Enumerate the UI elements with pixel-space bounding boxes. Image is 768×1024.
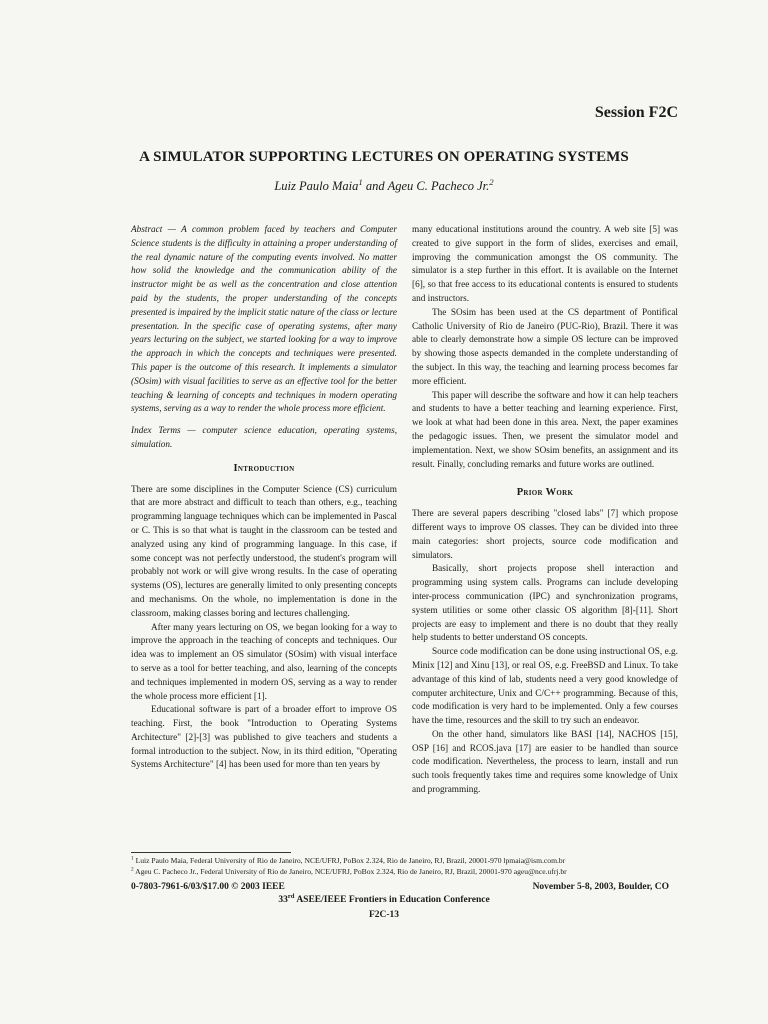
paragraph: many educational institutions around the country. A web site [5] was created to give support in the form of slides, exercises and email, improving the communication amongst the OS community. The simulator is a step further in this effort. It is available on the Internet [6], so that free access to its educational contents is ensured to students and instructors. — [412, 225, 678, 304]
footnote — [131, 856, 691, 867]
footnote-text: Ageu C. Pacheco Jr., Federal University of Rio de Janeiro, NCE/UFRJ, PoBox 2.324, Rio de Janeiro, RJ, Brazil, 20001-970 ageu@nce.ufrj.br — [135, 866, 567, 876]
footnote — [131, 867, 691, 878]
footer-line — [131, 882, 669, 892]
conference-number: 33 — [278, 895, 288, 905]
isbn-copyright: 0-7803-7961-6/03/$17.00 © 2003 IEEE — [131, 882, 285, 892]
author-footnote-mark: 2 — [489, 176, 494, 187]
author-footnote-mark: 1 — [358, 176, 363, 187]
right-column — [412, 224, 678, 798]
paragraph: After many years lecturing on OS, we began looking for a way to improve the approach in the teaching of concepts and techniques. Our idea was to implement an OS simulator (SOsim) with visual interface to serve as a tool for better teaching, and also, learning of the concepts and techniques implemented in modern OS, serving as a way to render the whole process more efficient [1]. — [131, 622, 397, 702]
paragraph: Source code modification can be done using instructional OS, e.g. Minix [12] and Xinu [13], or real OS, e.g. FreeBSD and Linux. To take advantage of this kind of lab, students need a very good knowledge of computer architecture, Unix and C/C++ programming. Because of this, code modification is very hard to be implemented. Only a few courses have the time, resources and the skill to try such an endeavor. — [412, 647, 678, 727]
paragraph: On the other hand, simulators like BASI [14], NACHOS [15], OSP [16] and RCOS.java [17] are easier to be handled than source code modification. Nevertheless, the process to learn, install and run such tools frequently takes time and requires some knowledge of Unix and programming. — [412, 729, 678, 796]
index-terms: Index Terms — computer science education, operating systems, simulation. — [131, 426, 397, 450]
page-number: F2C-13 — [368, 910, 400, 920]
footnote-divider — [131, 852, 291, 853]
section-heading-prior-work: Prior Work — [516, 487, 574, 499]
author-conjunction: and — [362, 179, 388, 193]
author-line — [0, 176, 768, 194]
conference-ordinal: rd — [287, 892, 295, 900]
paragraph: This paper will describe the software and how it can help teachers and students to have a better teaching and learning experience. First, we look at what had been done in this area. Next, the paper examines the pedagogic issues. Then, we present the simulator model and implementation. Next, we show SOsim benefits, an assignment and its result. Finally, concluding remarks and future works are outlined. — [412, 390, 678, 470]
session-label: Session F2C — [594, 104, 678, 121]
paragraph: Educational software is part of a broader effort to improve OS teaching. First, the book "Introduction to Operating Systems Architecture" [2]-[3] was published to give teachers and students a formal introduction to the subject. Now, in its third edition, "Operating Systems Architecture" [4] has been used for more than ten years by — [131, 705, 397, 771]
footnote-mark: 2 — [131, 865, 134, 872]
paragraph: There are some disciplines in the Computer Science (CS) curriculum that are more abstract and difficult to teach than others, e.g., teaching programming language techniques which can be implemented in Pascal or C. This is so that what is taught in the classroom can be tested and analyzed using any kind of programming language. In this case, if some concept was not perfectly understood, the student's program will probably not work or will give wrong results. In the case of operating systems (OS), lectures are generally limited to only presenting concepts and mechanisms. On the whole, no implementation is done in the classroom, making classes boring and lectures challenging. — [131, 484, 397, 619]
conference-title: ASEE/IEEE Frontiers in Education Conference — [294, 895, 490, 905]
author-name: Ageu C. Pacheco Jr. — [387, 179, 490, 193]
paragraph: There are several papers describing "closed labs" [7] which propose different ways to improve OS classes. They can be divided into three main categories: short projects, source code modification and simulators. — [412, 509, 678, 561]
paragraph: The SOsim has been used at the CS department of Pontifical Catholic University of Rio de Janeiro (PUC-Rio), Brazil. There it was able to clearly demonstrate how a simple OS lecture can be improved by showing those aspects demanded in the complete understanding of the subject. In this way, the teaching and learning process becomes far more efficient. — [412, 307, 678, 387]
author-name: Luiz Paulo Maia — [274, 179, 359, 193]
conference-name — [0, 892, 768, 905]
footnote-text: Luiz Paulo Maia, Federal University of Rio de Janeiro, NCE/UFRJ, PoBox 2.324, Rio de Janeiro, RJ, Brazil, 20001-970 lpmaia@ism.com.br — [135, 856, 566, 865]
abstract: Abstract — A common problem faced by teachers and Computer Science students is the difficulty in attaining a proper understanding of the real dynamic nature of the computing events involved. No matter how solid the knowledge and the communication ability of the instructor might be as well as the concentration and close attention paid by the students, the proper understanding of the concepts presented is impaired by the implicit static nature of the class or lecture presentation. In the specific case of operating systems, after many years lecturing on the subject, we started looking for a way to improve the approach in which the concepts and techniques were presented. This paper is the outcome of this research. It implements a simulator (SOsim) with visual facilities to serve as an effective tool for the better teaching & learning of concepts and techniques in modern operating systems, serving as a way to render the whole process more efficient. — [131, 225, 397, 415]
paper-title: A SIMULATOR SUPPORTING LECTURES ON OPERATING SYSTEMS — [139, 149, 629, 165]
paragraph: Basically, short projects propose shell interaction and programming using system calls. Programs can include developing inter-process communication (IPC) and synchronization programs, system utilities or some other classic OS algorithm [8]-[11]. Short projects are easy to implement and there is no doubt that they really help students to better understand OS concepts. — [412, 564, 678, 644]
conference-date-location: November 5-8, 2003, Boulder, CO — [532, 882, 669, 892]
footnotes — [131, 856, 691, 877]
footnote-mark: 1 — [131, 855, 134, 862]
section-heading-introduction: Introduction — [233, 462, 295, 474]
left-column — [131, 224, 397, 773]
